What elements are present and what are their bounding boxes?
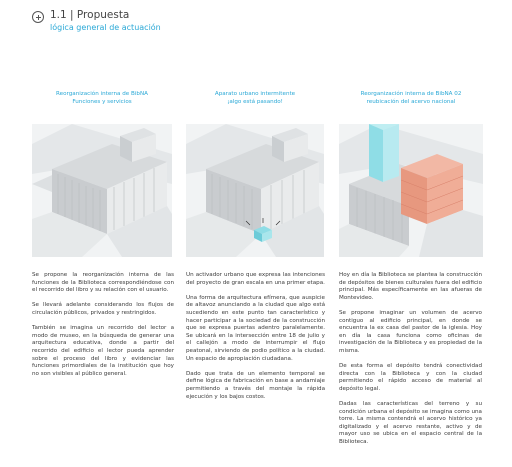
column-3-heading-line2: reubicación del acervo nacional [366, 99, 456, 105]
section-subtitle: lógica general de actuación [50, 23, 161, 32]
column-2-paragraph: Una forma de arquitectura efímera, que auspicie de altavoz anunciando a la ciudad que algo está sucediendo en este punto tan característico y hacer participar a la sociedad de la construcción que se expresa puertas adentro paralelamente. Se ubicará en la intersección entre 18 de julio y el callejón a modo de interrumpir el flujo peatonal, sirviendo de podio político a la ciudad. Un espacio de apropiación ciudadana. [186, 294, 325, 362]
column-3-paragraph: Dadas las características del terreno y su condición urbana el depósito se imagina como una torre. La misma contendrá el acervo histórico ya digitalizado y el acervo restante, activo y de mayor uso se ubica en el espacio central de la Biblioteca. [339, 401, 482, 446]
library-axonometric-render [32, 124, 172, 257]
urban-device-axonometric-render [186, 124, 324, 257]
column-2-heading [186, 90, 324, 106]
column-3-text [339, 272, 482, 454]
column-2-text [186, 272, 325, 409]
column-1-heading-line1: Reorganización interna de BibNA [56, 91, 148, 97]
column-3-paragraph: Se propone imaginar un volumen de acervo contiguo al edificio principal, en donde se encuentra la ex casa del pastor de la iglesia. Hoy en día la casa funciona como oficinas de investigación de la Biblioteca y es propiedad de la misma. [339, 309, 482, 354]
column-3-paragraph: De esta forma el depósito tendrá conectividad directa con la Biblioteca y con la ciudad permitiendo el rápido acceso de material al depósito legal. [339, 363, 482, 392]
column-1-heading-line2: Funciones y servicios [72, 99, 132, 105]
plus-circle-icon [32, 11, 44, 23]
column-2-paragraph: Un activador urbano que expresa las intenciones del proyecto de gran escala en una primer etapa. [186, 272, 325, 286]
column-1-heading [32, 90, 172, 106]
column-1-paragraph: Se llevará adelante considerando los flujos de circulación públicos, privados y restringidos. [32, 302, 174, 316]
column-3-heading-line1: Reorganización interna de BibNA 02 [360, 91, 462, 97]
section-title: 1.1 | Propuesta [50, 9, 130, 21]
column-1-paragraph: Se propone la reorganización interna de las funciones de la Biblioteca correspondiéndose con el recorrido del libro y su relación con el usuario. [32, 272, 174, 294]
section-header [32, 9, 332, 39]
column-1-paragraph: También se imagina un recorrido del lector a modo de museo, en la búsqueda de generar una arquitectura educativa, donde a partir del recorrido del edificio el lector pueda aprender sobre el proceso del libro y evidenciar las funciones primordiales de la institución que hoy no son visibles al público general. [32, 325, 174, 377]
deposit-tower-axonometric-render [339, 124, 483, 257]
column-2-heading-line1: Aparato urbano intermitente [214, 91, 296, 97]
column-3-heading [339, 90, 483, 106]
column-2-paragraph: Dado que trata de un elemento temporal se define lógica de fabricación en base a andamiaje permitiendo a través del montaje la rápida ejecución y los bajos costos. [186, 370, 325, 400]
column-3-paragraph: Hoy en día la Biblioteca se plantea la construcción de depósitos de bienes culturales fuera del edificio principal. Más específicamente en las afueras de Montevideo. [339, 272, 482, 301]
column-1-text [32, 272, 174, 386]
column-2-heading-line2: ¡algo está pasando! [227, 99, 283, 105]
